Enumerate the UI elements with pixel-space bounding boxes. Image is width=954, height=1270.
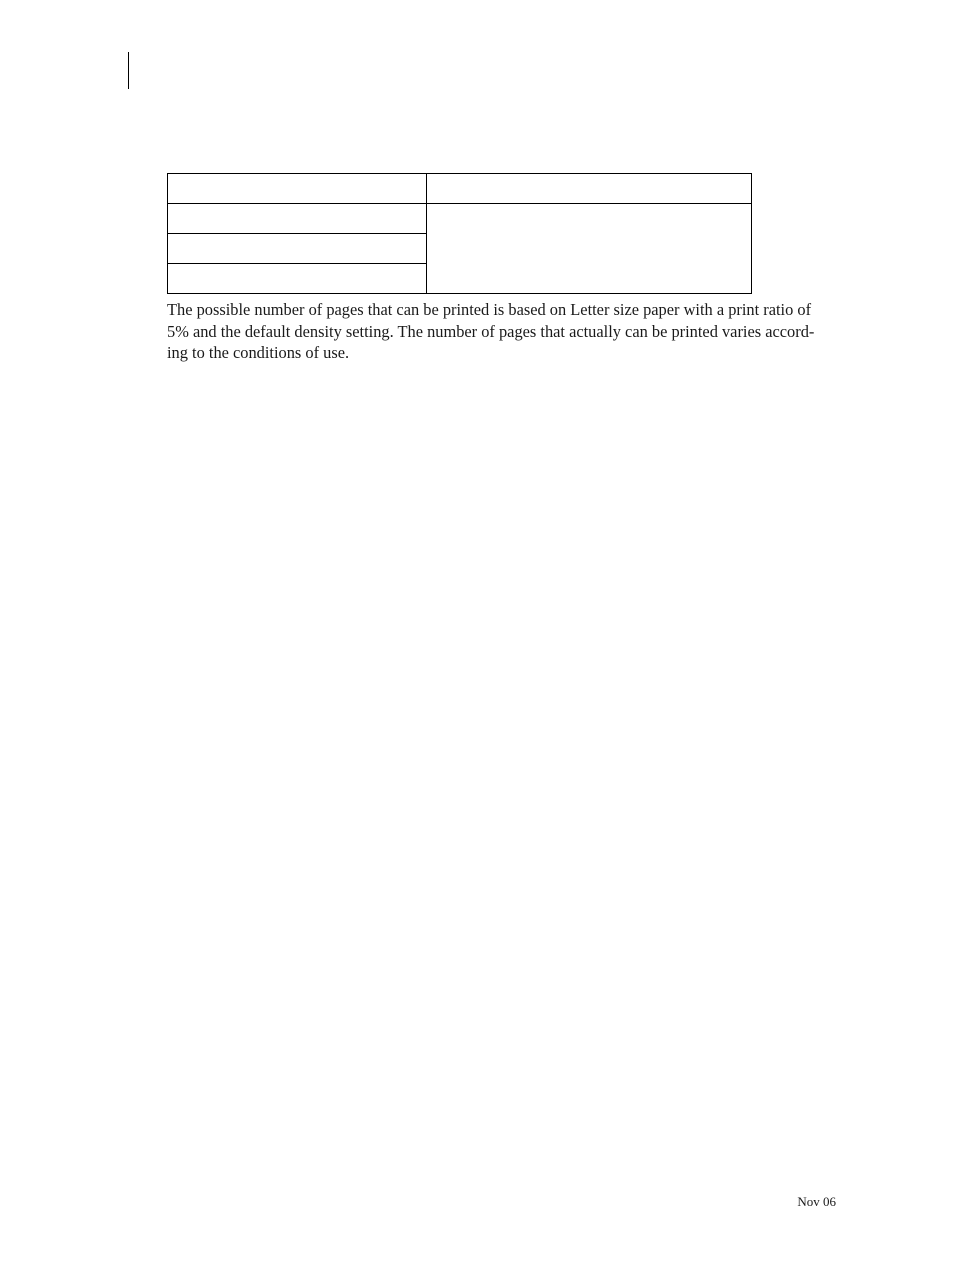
table-cell	[168, 204, 427, 234]
table-cell-merged	[427, 204, 752, 294]
footnote-line: 5% and the default density setting. The number of pages that actually can be printed varies accord-	[167, 321, 815, 341]
table-row	[168, 174, 752, 204]
table-cell	[168, 234, 427, 264]
footnote-paragraph	[167, 299, 839, 364]
table-cell	[168, 174, 427, 204]
spec-table	[167, 173, 752, 294]
table-cell	[168, 264, 427, 294]
footnote-line: ing to the conditions of use.	[167, 343, 350, 362]
change-bar	[128, 52, 129, 89]
footer-date: Nov 06	[797, 1194, 836, 1209]
table-cell	[427, 174, 752, 204]
table-row	[168, 204, 752, 234]
footnote-line: The possible number of pages that can be printed is based on Letter size paper with a print ratio of	[167, 300, 812, 319]
